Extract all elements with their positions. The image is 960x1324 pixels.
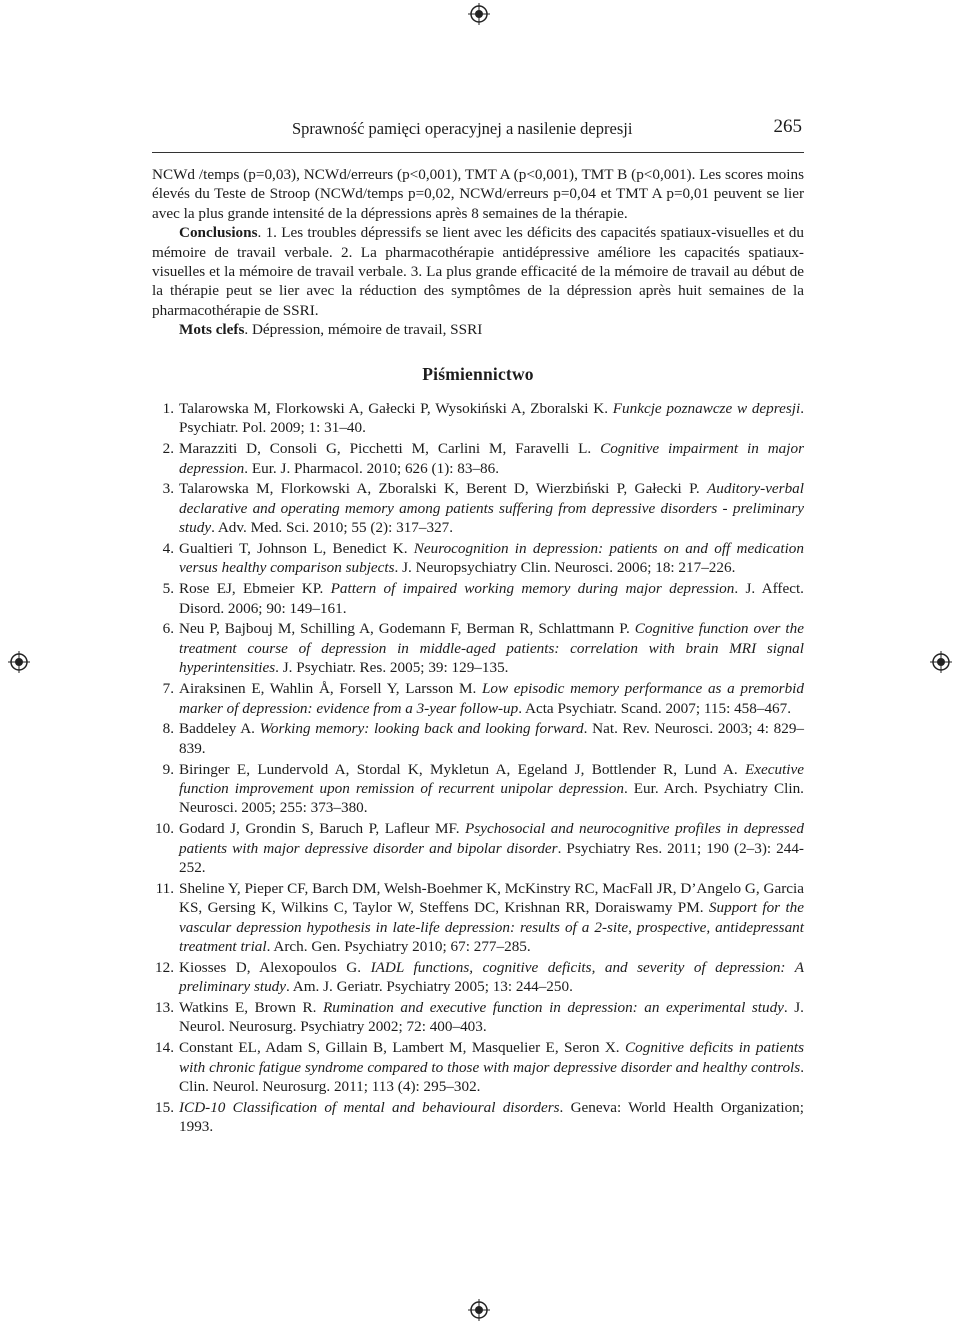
- registration-mark-icon: [468, 1299, 490, 1321]
- reference-number: 13.: [155, 998, 174, 1016]
- reference-authors: Marazziti D, Consoli G, Picchetti M, Carlini M, Faravelli L.: [179, 440, 601, 458]
- reference-item: [152, 819, 804, 877]
- reference-title: Working memory: looking back and looking forward: [259, 720, 584, 738]
- reference-title: Pattern of impaired working memory during major depression: [330, 580, 735, 598]
- reference-source: . Psychiatr. Pol. 2009; 1: 31–40.: [179, 400, 804, 437]
- reference-number: 2.: [162, 440, 174, 458]
- reference-number: 11.: [155, 879, 174, 897]
- reference-authors: Baddeley A.: [179, 720, 260, 738]
- reference-authors: Gualtieri T, Johnson L, Benedict K.: [179, 540, 414, 558]
- reference-source: . Eur. J. Pharmacol. 2010; 626 (1): 83–86.: [244, 459, 500, 477]
- reference-number: 6.: [162, 620, 174, 638]
- abstract-conclusions: [152, 223, 804, 320]
- reference-authors: Rose EJ, Ebmeier KP.: [179, 580, 331, 598]
- conclusions-text: . 1. Les troubles dépressifs se lient avec les déficits des capacités spatiaux-visuelles et du mémoire de travail verbale. 2. La pharmacothérapie antidépressive améliore les capacités spatiaux-visuelles et la mémoire de travail verbale. 3. La plus grande efficacité de la mémoire de travail au début de la thérapie peut se lier avec la réduction des symptômes de la dépression après huit semaines de la pharmacothérapie de SSRI.: [152, 224, 804, 319]
- reference-title: Cognitive deficits in patients with chronic fatigue syndrome compared to those with major depressive disorder and healthy controls: [179, 1039, 804, 1076]
- reference-number: 10.: [155, 820, 174, 838]
- registration-mark-icon: [468, 3, 490, 25]
- reference-title: IADL functions, cognitive deficits, and severity of depression: A preliminary study: [179, 958, 804, 996]
- abstract-results-text: NCWd /temps (p=0,03), NCWd/erreurs (p<0,001), TMT A (p<0,001), TMT B (p<0,001). Les scores moins élevés du Teste de Stroop (NCWd/temps p=0,02, NCWd/erreurs p=0,04 et TMT A p=0,01 peuvent se lier avec la plus grande intensité de la dépressions après 8 semaines de la thérapie.: [152, 166, 804, 222]
- reference-item: [152, 760, 804, 818]
- reference-authors: Biringer E, Lundervold A, Stordal K, Mykletun A, Egeland J, Bottlender R, Lund A.: [179, 760, 745, 778]
- reference-authors: Talarowska M, Florkowski A, Zboralski K, Berent D, Wierzbiński P, Gałecki P.: [179, 480, 707, 498]
- page-body: [152, 165, 804, 1138]
- reference-source: . Adv. Med. Sci. 2010; 55 (2): 317–327.: [211, 519, 454, 537]
- reference-number: 1.: [162, 400, 174, 418]
- reference-authors: Neu P, Bajbouj M, Schilling A, Godemann F, Berman R, Schlattmann P.: [179, 620, 635, 638]
- reference-authors: Watkins E, Brown R.: [179, 998, 323, 1016]
- reference-item: [152, 719, 804, 758]
- references-title: Piśmiennictwo: [422, 363, 534, 384]
- running-header: [152, 116, 804, 153]
- references-list: [152, 399, 804, 1137]
- reference-item: [152, 879, 804, 957]
- reference-authors: Talarowska M, Florkowski A, Gałecki P, Wysokiński A, Zboralski K.: [179, 400, 613, 418]
- reference-source: . Acta Psychiatr. Scand. 2007; 115: 458–467.: [518, 699, 792, 717]
- reference-item: [152, 679, 804, 718]
- conclusions-label: Conclusions: [179, 224, 258, 242]
- reference-number: 8.: [162, 720, 174, 738]
- reference-item: [152, 1098, 804, 1137]
- keywords-text: . Dépression, mémoire de travail, SSRI: [244, 321, 483, 339]
- reference-title: Cognitive function over the treatment course of depression in middle-aged patients: correlation with brain MRI signal hyperintensities: [179, 620, 804, 677]
- reference-title: Funkcje poznawcze w depresji: [612, 400, 801, 418]
- reference-source: . J. Affect. Disord. 2006; 90: 149–161.: [179, 580, 804, 617]
- reference-number: 4.: [162, 540, 174, 558]
- reference-item: [152, 579, 804, 618]
- reference-item: [152, 619, 804, 677]
- reference-title: Rumination and executive function in depression: an experimental study: [322, 998, 784, 1016]
- reference-title: Cognitive impairment in major depression: [179, 440, 804, 477]
- abstract-keywords: [152, 320, 804, 339]
- reference-title: Auditory-verbal declarative and operating memory among patients suffering from depressive disorders - preliminary study: [179, 480, 804, 537]
- reference-number: 15.: [155, 1098, 174, 1116]
- reference-authors: Sheline Y, Pieper CF, Barch DM, Welsh-Boehmer K, McKinstry RC, MacFall JR, D’Angelo G, Garcia KS, Gersing K, Wilkins C, Taylor W, Steffens DC, Krishnan RR, Doraiswamy PM.: [179, 879, 804, 917]
- reference-number: 12.: [155, 958, 174, 976]
- reference-authors: Kiosses D, Alexopoulos G.: [179, 958, 371, 976]
- reference-number: 14.: [155, 1039, 174, 1057]
- reference-item: [152, 998, 804, 1037]
- reference-source: . J. Neuropsychiatry Clin. Neurosci. 2006; 18: 217–226.: [394, 559, 736, 577]
- reference-item: [152, 1038, 804, 1096]
- reference-source: . Arch. Gen. Psychiatry 2010; 67: 277–285.: [266, 937, 531, 955]
- reference-source: . Eur. Arch. Psychiatry Clin. Neurosci. 2005; 255: 373–380.: [179, 779, 804, 817]
- reference-item: [152, 399, 804, 438]
- reference-source: . Psychiatry Res. 2011; 190 (2–3): 244-252.: [179, 839, 804, 876]
- reference-source: . Clin. Neurol. Neurosurg. 2011; 113 (4): 295–302.: [179, 1058, 804, 1095]
- reference-title: ICD-10 Classification of mental and behavioural disorders: [179, 1098, 560, 1116]
- reference-number: 9.: [162, 760, 174, 778]
- reference-title: Executive function improvement upon remission of recurrent unipolar depression: [179, 760, 804, 797]
- reference-source: . Am. J. Geriatr. Psychiatry 2005; 13: 244–250.: [286, 978, 573, 996]
- reference-source: . Nat. Rev. Neurosci. 2003; 4: 829–839.: [179, 720, 805, 757]
- reference-source: . J. Neurol. Neurosurg. Psychiatry 2002; 72: 400–403.: [179, 998, 804, 1036]
- reference-item: [152, 539, 804, 578]
- reference-source: . Geneva: World Health Organization; 1993.: [179, 1098, 804, 1136]
- reference-title: Psychosocial and neurocognitive profiles in depressed patients with major depressive disorder and bipolar disorder: [179, 820, 804, 857]
- reference-title: Low episodic memory performance as a premorbid marker of depression: evidence from a 3-year follow-up: [179, 680, 804, 717]
- running-title: Sprawność pamięci operacyjnej a nasilenie depresji: [292, 119, 633, 138]
- reference-source: . J. Psychiatr. Res. 2005; 39: 129–135.: [275, 659, 509, 677]
- reference-authors: Godard J, Grondin S, Baruch P, Lafleur MF.: [179, 820, 466, 838]
- registration-mark-icon: [930, 651, 952, 673]
- reference-number: 3.: [162, 480, 174, 498]
- reference-number: 7.: [162, 680, 174, 698]
- reference-item: [152, 479, 804, 537]
- reference-authors: Airaksinen E, Wahlin Å, Forsell Y, Larsson M.: [179, 680, 482, 698]
- reference-number: 5.: [162, 580, 174, 598]
- reference-title: Neurocognition in depression: patients on and off medication versus healthy comparison subjects: [179, 540, 804, 577]
- keywords-label: Mots clefs: [179, 321, 245, 339]
- reference-item: [152, 439, 804, 478]
- reference-title: Support for the vascular depression hypothesis in late-life depression: results of a 2-site, prospective, antidepressant treatment trial: [179, 899, 804, 955]
- page-number: 265: [773, 116, 802, 137]
- reference-authors: Constant EL, Adam S, Gillain B, Lambert M, Masquelier E, Seron X.: [179, 1039, 625, 1057]
- registration-mark-icon: [8, 651, 30, 673]
- reference-item: [152, 958, 804, 997]
